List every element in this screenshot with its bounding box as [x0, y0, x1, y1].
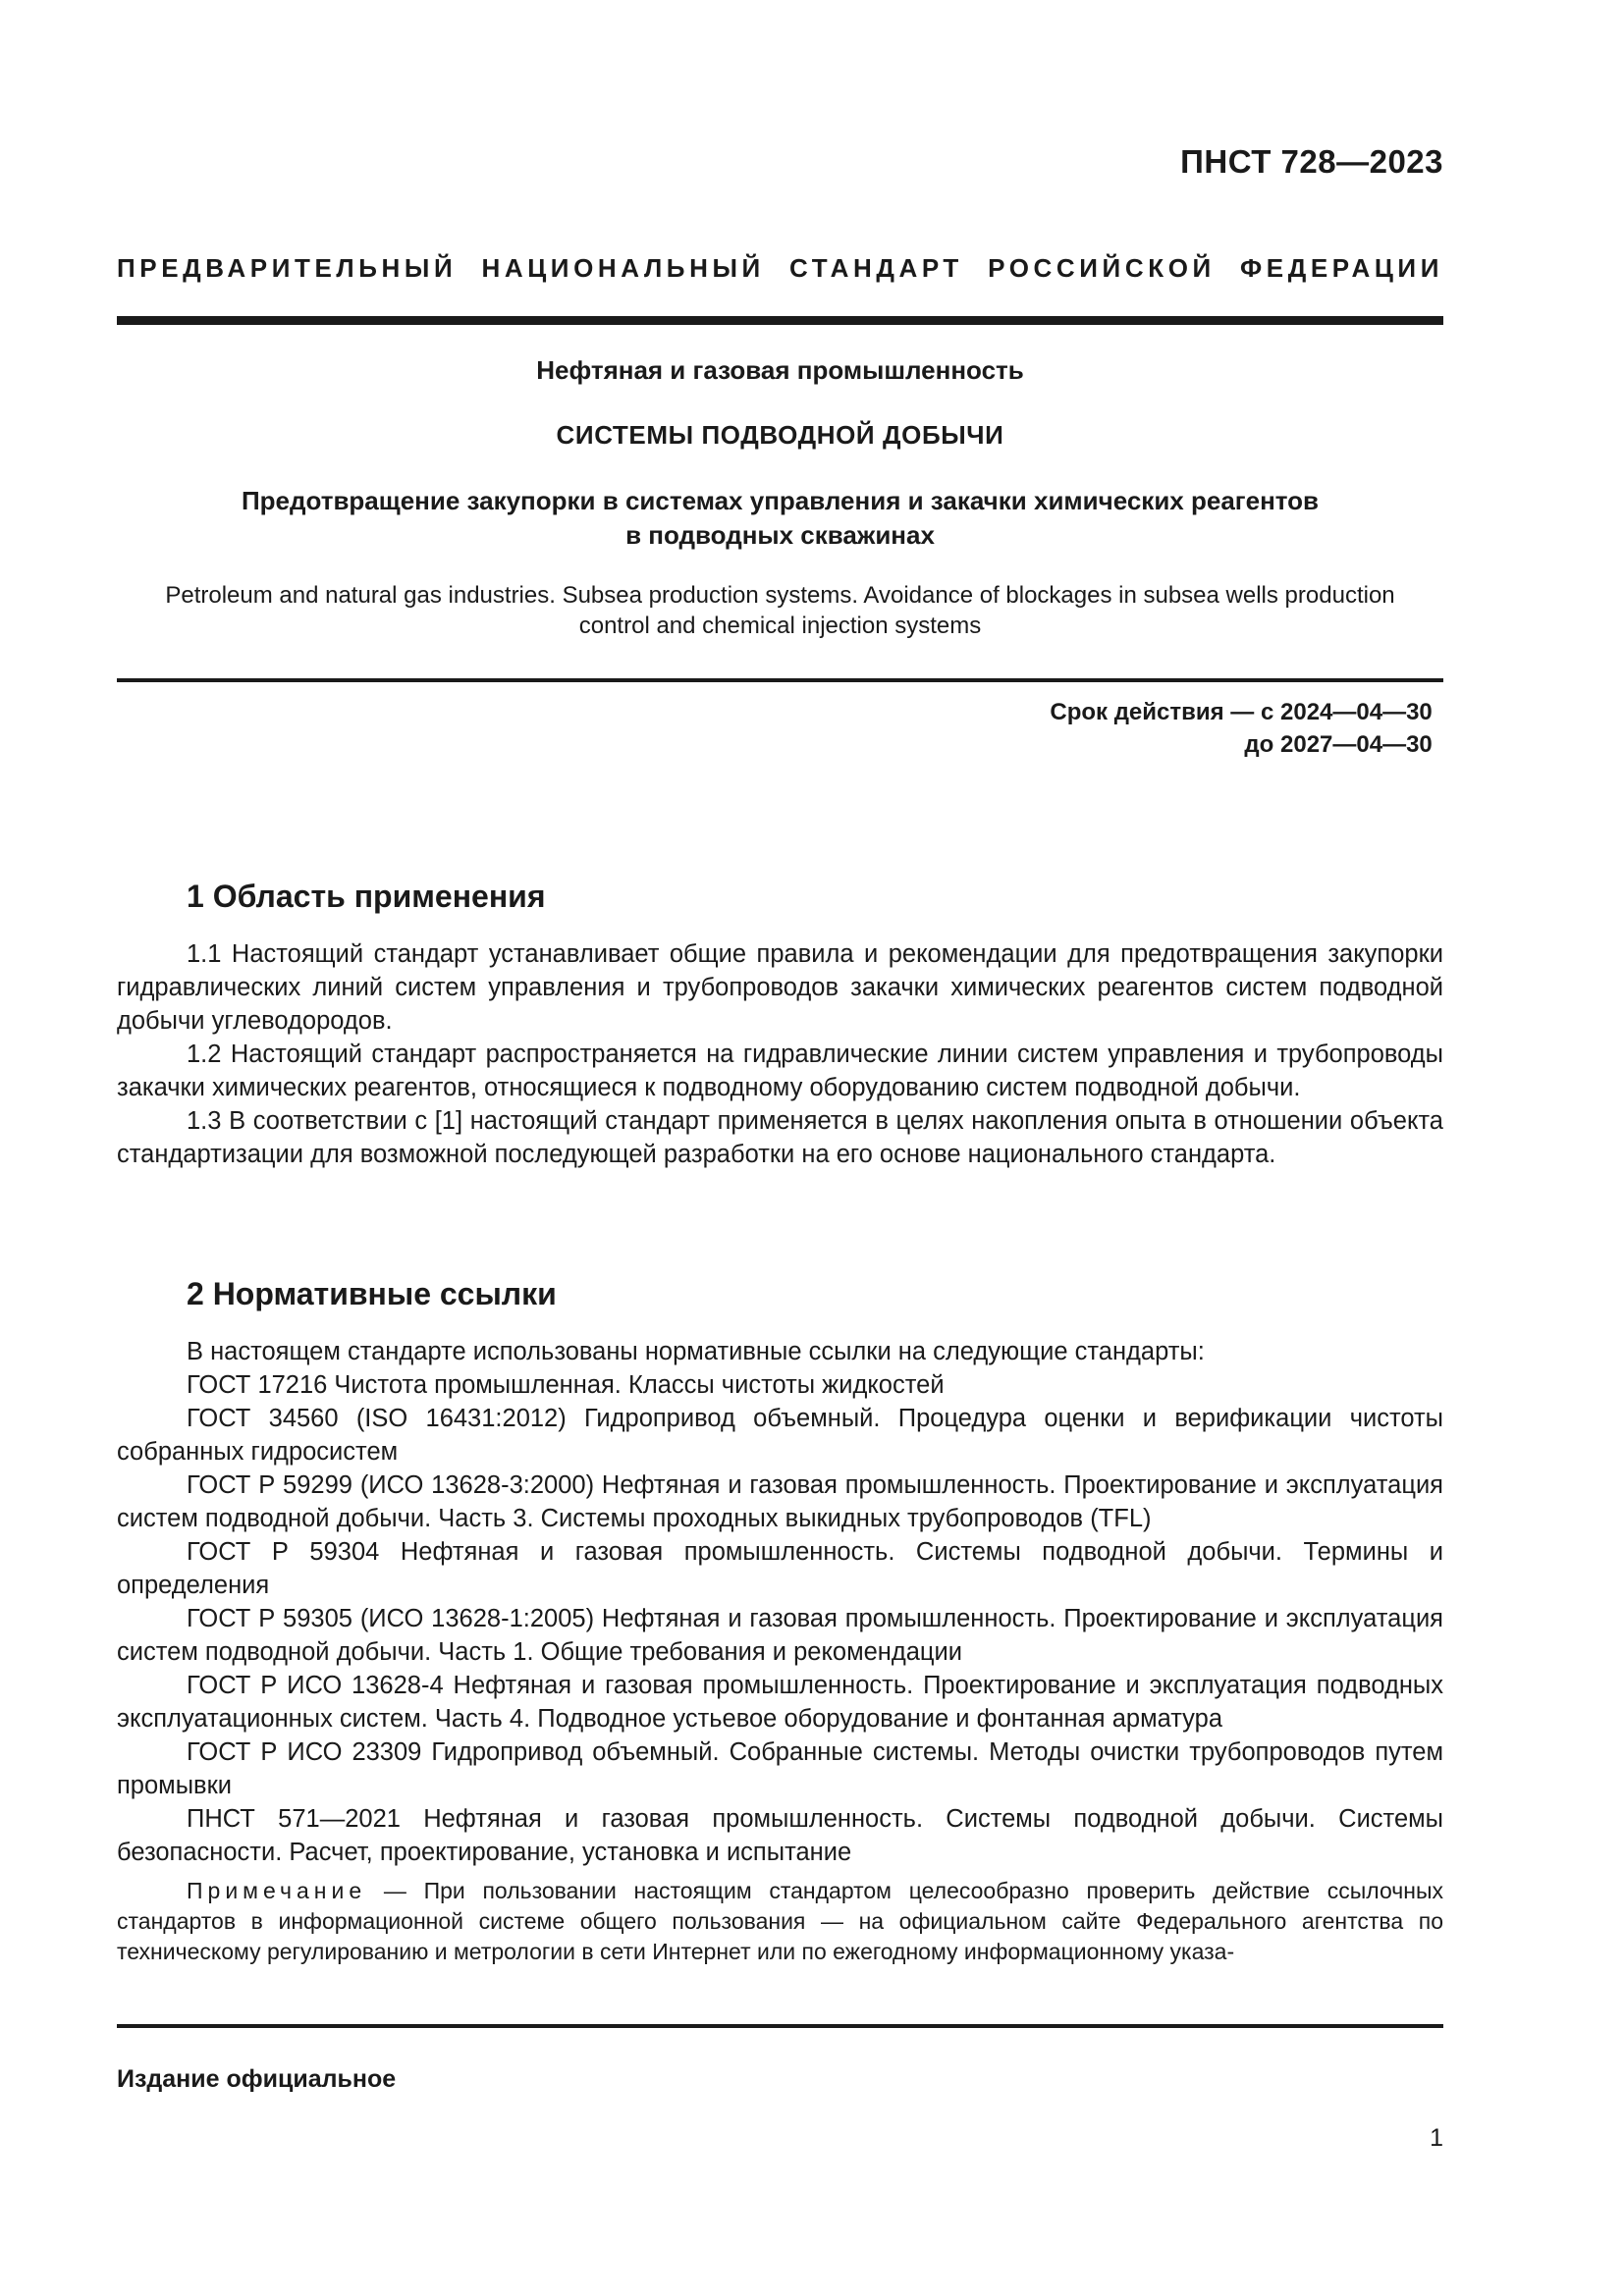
reference-item: ПНСТ 571—2021 Нефтяная и газовая промышленность. Системы подводной добычи. Системы безопасности. Расчет, проектирование, установка и испытание: [117, 1805, 1443, 1866]
paragraph: 1.3 В соответствии с [1] настоящий стандарт применяется в целях накопления опыта в отношении объекта стандартизации для возможной последующей разработки на его основе национального стандарта.: [117, 1107, 1443, 1168]
reference-item: ГОСТ Р ИСО 23309 Гидропривод объемный. Собранные системы. Методы очистки трубопроводов путем промывки: [117, 1738, 1443, 1799]
title-rule: [117, 678, 1443, 682]
note-text: — При пользовании настоящим стандартом целесообразно проверить действие ссылочных стандартов в информационной системе общего пользования — на официальном сайте Федерального агентства по техническому регулированию и метрологии в сети Интернет или по ежегодному информационному указа-: [117, 1878, 1443, 1964]
reference-item: ГОСТ Р ИСО 13628-4 Нефтяная и газовая промышленность. Проектирование и эксплуатация подводных эксплуатационных систем. Часть 4. Подводное устьевое оборудование и фонтанная арматура: [117, 1672, 1443, 1733]
note-label: Примечание: [187, 1878, 367, 1903]
paragraph: 1.2 Настоящий стандарт распространяется на гидравлические линии систем управления и трубопроводы закачки химических реагентов, относящиеся к подводному оборудованию систем подводной добычи.: [117, 1041, 1443, 1101]
russian-title-line-2: в подводных скважинах: [625, 520, 935, 550]
validity-to-date: 2027—04—30: [1280, 731, 1433, 758]
english-title: [117, 580, 1443, 641]
page-number: 1: [1430, 2124, 1443, 2152]
reference-item: ГОСТ 34560 (ISO 16431:2012) Гидропривод объемный. Процедура оценки и верификации чистоты собранных гидросистем: [117, 1405, 1443, 1466]
section-2-body: [117, 1335, 1443, 1869]
section-1-body: [117, 937, 1443, 1171]
validity-from-date: 2024—04—30: [1280, 699, 1433, 725]
section-1-heading: 1 Область применения: [187, 879, 546, 914]
note: [117, 1876, 1443, 1967]
reference-item: ГОСТ Р 59305 (ИСО 13628-1:2005) Нефтяная и газовая промышленность. Проектирование и эксплуатация систем подводной добычи. Часть 1. Общие требования и рекомендации: [117, 1605, 1443, 1666]
validity-period: [1050, 696, 1443, 761]
system-title: СИСТЕМЫ ПОДВОДНОЙ ДОБЫЧИ: [556, 420, 1004, 450]
validity-to-label: до: [1244, 731, 1274, 758]
footer-rule: [117, 2024, 1443, 2028]
document-kind: ПРЕДВАРИТЕЛЬНЫЙ НАЦИОНАЛЬНЫЙ СТАНДАРТ РОССИЙСКОЙ ФЕДЕРАЦИИ: [117, 253, 1443, 283]
russian-title: [117, 484, 1443, 553]
paragraph: 1.1 Настоящий стандарт устанавливает общие правила и рекомендации для предотвращения закупорки гидравлических линий систем управления и трубопроводов закачки химических реагентов систем подводной добычи углеводородов.: [117, 940, 1443, 1035]
industry-title: Нефтяная и газовая промышленность: [536, 355, 1024, 385]
russian-title-line-1: Предотвращение закупорки в системах управления и закачки химических реагентов: [241, 486, 1320, 515]
paragraph: В настоящем стандарте использованы нормативные ссылки на следующие стандарты:: [187, 1338, 1205, 1365]
reference-item: ГОСТ Р 59299 (ИСО 13628-3:2000) Нефтяная и газовая промышленность. Проектирование и эксплуатация систем подводной добычи. Часть 3. Системы проходных выкидных трубопроводов (TFL): [117, 1471, 1443, 1532]
english-title-line-2: control and chemical injection systems: [578, 613, 982, 639]
official-edition: Издание официальное: [117, 2065, 397, 2093]
reference-item: ГОСТ Р 59304 Нефтяная и газовая промышленность. Системы подводной добычи. Термины и определения: [117, 1538, 1443, 1599]
document-number: ПНСТ 728—2023: [1180, 143, 1443, 180]
reference-item: ГОСТ 17216 Чистота промышленная. Классы чистоты жидкостей: [187, 1371, 945, 1399]
header-rule: [117, 316, 1443, 325]
section-2-heading: 2 Нормативные ссылки: [187, 1276, 557, 1311]
validity-from-label: Срок действия — с: [1050, 699, 1274, 725]
english-title-line-1: Petroleum and natural gas industries. Subsea production systems. Avoidance of blockages in subsea wells production: [165, 582, 1395, 609]
